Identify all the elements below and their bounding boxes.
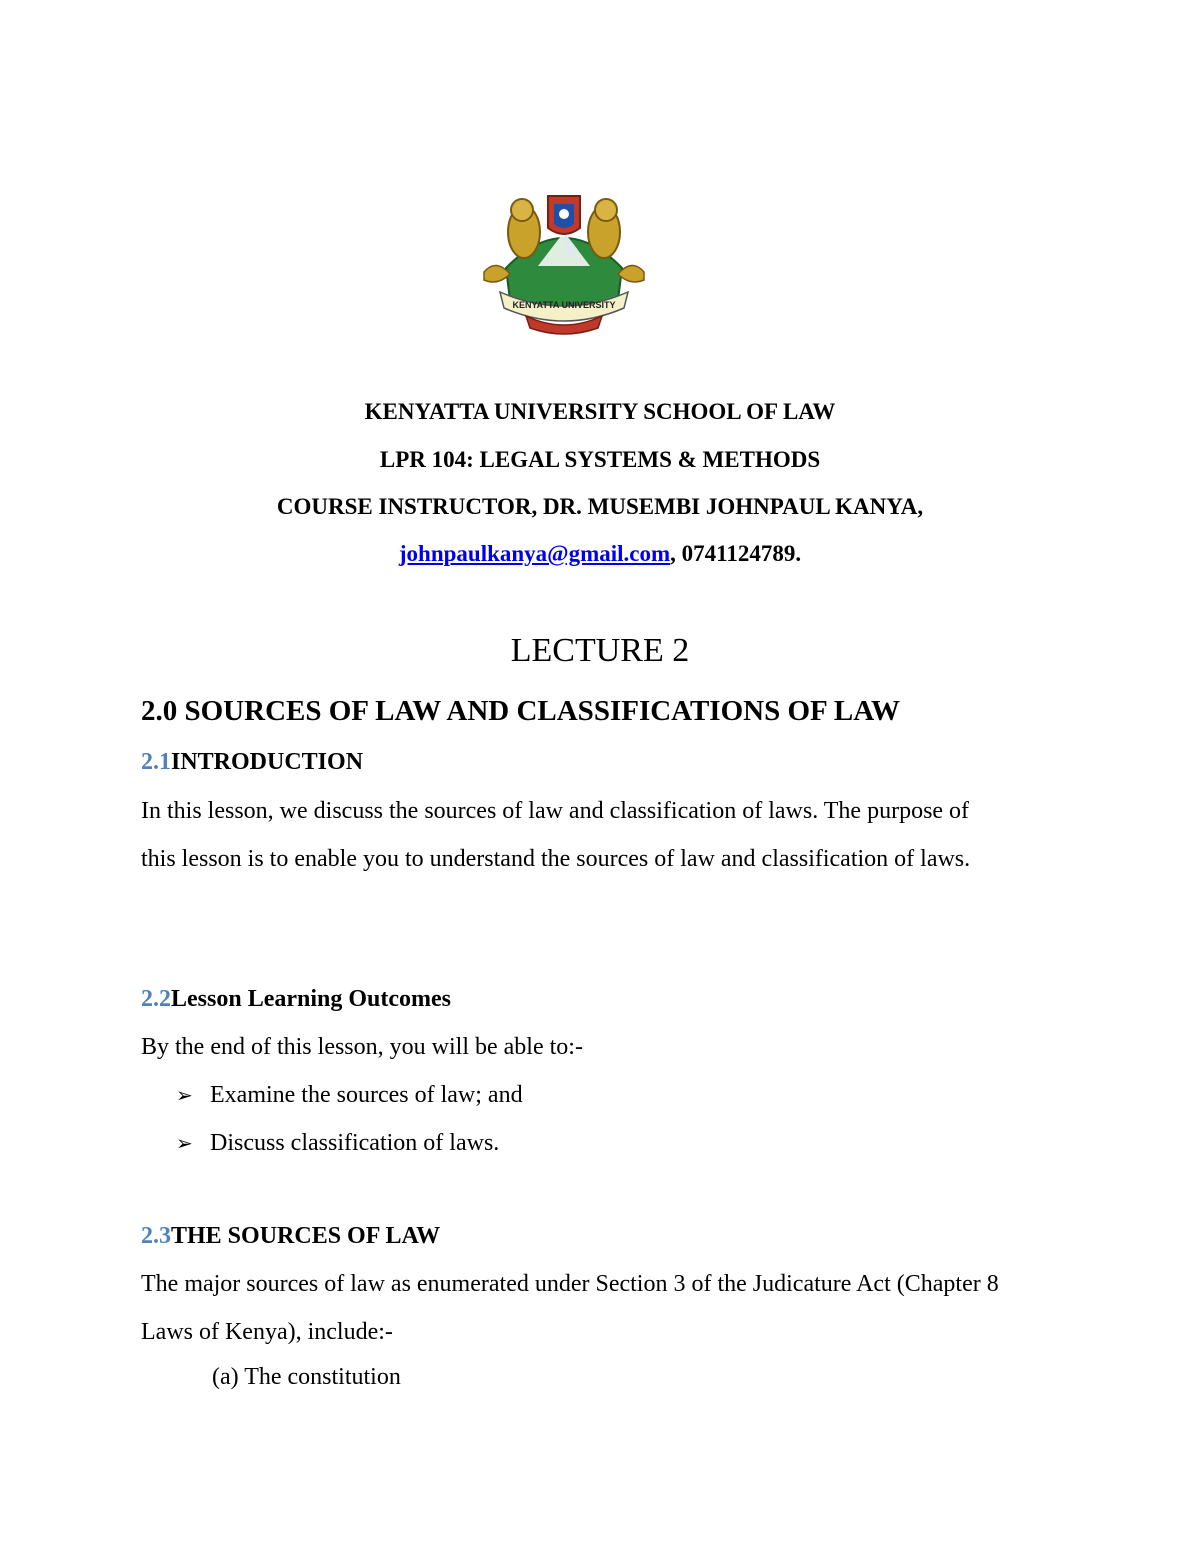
section-number: 2.1 [141, 749, 171, 775]
phone-number: , 0741124789. [670, 541, 802, 566]
crest-banner-text: KENYATTA UNIVERSITY [512, 300, 616, 310]
arrow-bullet-icon: ➢ [176, 1131, 193, 1155]
section-title: INTRODUCTION [171, 749, 364, 775]
course-title: LPR 104: LEGAL SYSTEMS & METHODS [379, 447, 821, 472]
section-number: 2.2 [141, 986, 171, 1012]
outcomes-lead: By the end of this lesson, you will be able to:- [141, 1034, 583, 1060]
list-item [176, 1082, 523, 1109]
sources-paragraph: The major sources of law as enumerated under Section 3 of the Judicature Act (Chapter 8 Laws of Kenya), include:- [141, 1271, 999, 1345]
section-title: Lesson Learning Outcomes [171, 986, 452, 1012]
section-title: THE SOURCES OF LAW [171, 1223, 441, 1249]
section-heading-introduction [141, 749, 363, 776]
course-instructor: COURSE INSTRUCTOR, DR. MUSEMBI JOHNPAUL KANYA, [276, 494, 924, 519]
arrow-bullet-icon: ➢ [176, 1083, 193, 1107]
contact-line [0, 539, 1200, 569]
list-item-text: Discuss classification of laws. [210, 1130, 500, 1156]
list-item [176, 1130, 499, 1157]
section-heading-outcomes [141, 986, 451, 1013]
section-heading-sources [141, 1223, 440, 1250]
kenyatta-university-crest-logo [478, 188, 650, 338]
lecture-title: LECTURE 2 [510, 632, 690, 669]
sources-list-item: (a) The constitution [212, 1364, 401, 1390]
section-number: 2.3 [141, 1223, 171, 1249]
email-link[interactable]: johnpaulkanya@gmail.com [398, 541, 671, 566]
school-name: KENYATTA UNIVERSITY SCHOOL OF LAW [364, 399, 836, 424]
main-heading: 2.0 SOURCES OF LAW AND CLASSIFICATIONS OF LAW [141, 695, 900, 727]
introduction-paragraph: In this lesson, we discuss the sources of law and classification of laws. The purpose of this lesson is to enable you to understand the sources of law and classification of laws. [141, 798, 971, 872]
list-item-text: Examine the sources of law; and [210, 1082, 523, 1108]
